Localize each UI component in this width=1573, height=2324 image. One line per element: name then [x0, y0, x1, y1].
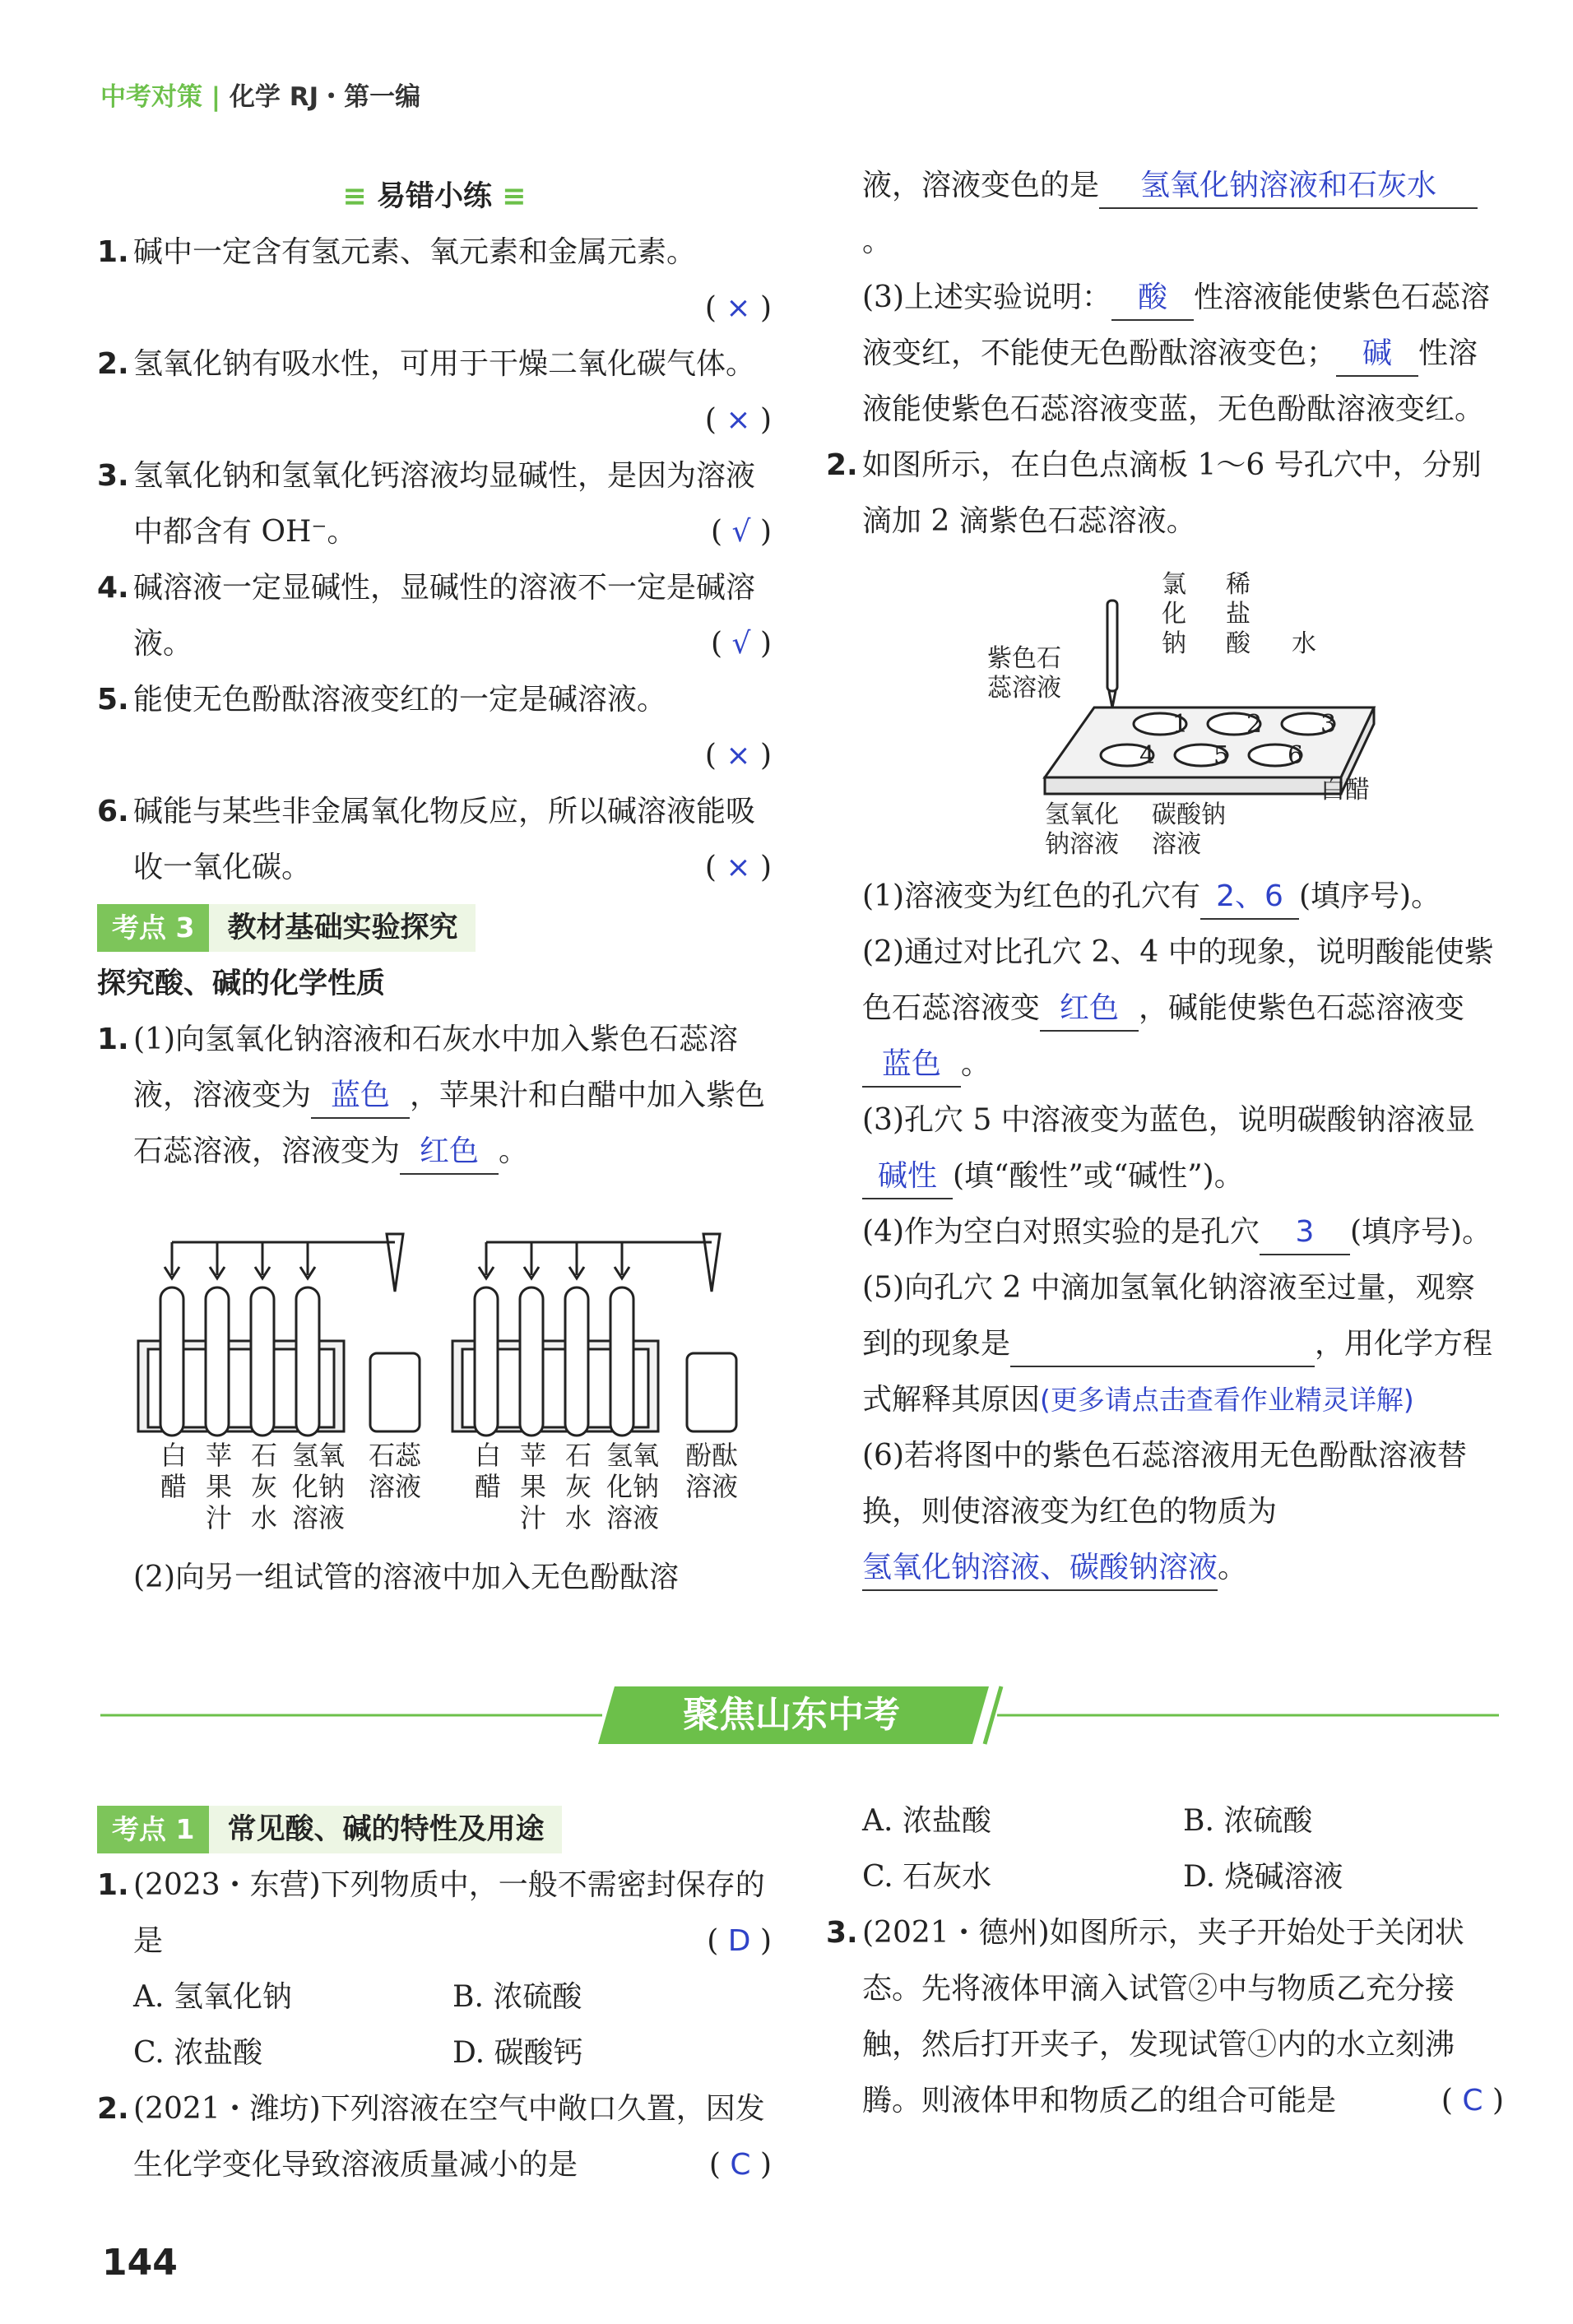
kaodian-1-right: A. 浓盐酸 B. 浓硫酸 C. 石灰水 D. 烧碱溶液 3. (2021・德州)如图所示，夹子开始处于关闭状态。先将液体甲滴入试管②中与物质乙充分接触，然后打开夹子，发现试管①内的水立刻沸腾。则液体甲和物质乙的组合可能是 ( C ) — [862, 1793, 1504, 2129]
answer-blank: 碱 — [1336, 332, 1418, 377]
brand-label: 中考对策 — [100, 82, 202, 112]
triple-bar-icon: ≡ — [342, 180, 367, 213]
svg-text:石灰水: 石灰水 — [251, 1440, 278, 1533]
answer-blank: 酸 — [1111, 276, 1194, 321]
running-header: 中考对策 | 化学 RJ・第一编 — [100, 82, 421, 112]
svg-text:苹果汁: 苹果汁 — [520, 1440, 547, 1533]
answer-blank: 蓝色 — [311, 1074, 410, 1119]
answer-blank: 2、6 — [1200, 875, 1299, 920]
subject-label: 化学 RJ・第一编 — [229, 82, 421, 112]
section-banner — [100, 1682, 1499, 1748]
fig-label: 白醋 — [160, 1440, 188, 1502]
question-1: 1. (1)向氢氧化钠溶液和石灰水中加入紫色石蕊溶液，溶液变为 蓝色 ，苹果汁和白醋中加入紫色石蕊溶液，溶液变为 红色 。 — [97, 1012, 772, 1180]
banner-title: 聚焦山东中考 — [683, 1694, 900, 1736]
svg-text:6: 6 — [1288, 741, 1304, 770]
kaodian-1-heading: 考点 1 常见酸、碱的特性及用途 — [97, 1806, 562, 1853]
answer-blank: 碱性 — [862, 1155, 953, 1199]
section-heading: 探究酸、碱的化学性质 — [97, 967, 386, 1000]
mistake-item: 6. 碱能与某些非金属氧化物反应，所以碱溶液能吸收一氧化碳。 ( × ) — [97, 795, 772, 884]
mistake-item: 5. 能使无色酚酞溶液变红的一定是碱溶液。 ( × ) — [97, 683, 772, 772]
svg-text:4: 4 — [1139, 741, 1156, 770]
more-details-link[interactable]: (更多请点击查看作业精灵详解) — [1040, 1384, 1414, 1416]
answer-blank: 氢氧化钠溶液和石灰水 — [1099, 165, 1478, 209]
answer-blank — [1010, 1323, 1315, 1367]
svg-text:石蕊溶液: 石蕊溶液 — [369, 1440, 422, 1502]
question-2: 2. 如图所示，在白色点滴板 1～6 号孔穴中，分别滴加 2 滴紫色石蕊溶液。 — [826, 448, 1482, 538]
mistake-item: 4. 碱溶液一定显碱性，显碱性的溶液不一定是碱溶液。 ( √ ) — [97, 571, 772, 661]
question-2-parts: (1)溶液变为红色的孔穴有 2、6 (填序号)。 (2)通过对比孔穴 2、4 中的现象，说明酸能使紫色石蕊溶液变 红色 ，碱能使紫色石蕊溶液变蓝色 。 (3)孔穴 5 中溶液变为蓝色，说明碳酸钠溶液显碱性 (填“酸性”或“碱性”)。 (4)作为空白对照实验的是孔穴 3 (填序号)。 (5)向孔穴 2 中滴加氢氧化钠溶液至过量，观察到的现象是 ，用化学方程式解释其原因(更多请点击查看作业精灵详解) (6)若将图中的紫色石蕊溶液用无色酚酞溶液替换，则使溶液变为红色的物质为氢氧化钠溶液、碳酸钠溶液。 — [862, 869, 1504, 1596]
svg-text:氢氧化钠溶液: 氢氧化钠溶液 — [1045, 800, 1119, 859]
svg-text:水: 水 — [1292, 629, 1316, 658]
svg-text:3: 3 — [1320, 710, 1337, 739]
answer-blank: 红色 — [400, 1130, 499, 1175]
svg-text:氢氧化钠溶液: 氢氧化钠溶液 — [292, 1440, 346, 1533]
question-3: 3. (2021・德州)如图所示，夹子开始处于关闭状态。先将液体甲滴入试管②中与物质乙充分接触，然后打开夹子，发现试管①内的水立刻沸腾。则液体甲和物质乙的组合可能是 ( C ) — [826, 1916, 1504, 2118]
svg-text:氯化钠: 氯化钠 — [1162, 570, 1186, 658]
svg-text:酚酞溶液: 酚酞溶液 — [685, 1440, 739, 1502]
svg-text:1: 1 — [1172, 710, 1189, 739]
question-2: 2. (2021・潍坊)下列溶液在空气中敞口久置，因发生化学变化导致溶液质量减小的是 ( C ) — [97, 2092, 772, 2182]
test-tube-figure — [123, 1218, 773, 1547]
question-1: 1. (2023・东营)下列物质中，一般不需密封保存的是 ( D ) A. 氢氧化钠 B. 浓硫酸 C. 浓盐酸 D. 碳酸钙 — [97, 1868, 772, 2070]
answer-blank: 蓝色 — [862, 1043, 961, 1088]
dropper-label: 紫色石蕊溶液 — [987, 644, 1061, 703]
answer-blank: 氢氧化钠溶液、碳酸钠溶液 — [862, 1547, 1218, 1591]
svg-text:白醋: 白醋 — [475, 1440, 502, 1502]
svg-text:稀盐酸: 稀盐酸 — [1226, 570, 1251, 658]
kaodian-3-heading: 考点 3 教材基础实验探究 — [97, 904, 476, 952]
svg-text:氢氧化钠溶液: 氢氧化钠溶液 — [606, 1440, 660, 1533]
right-column: 液，溶液变色的是 氢氧化钠溶液和石灰水。 (3)上述实验说明： 酸 性溶液能使紫色石蕊溶液变红，不能使无色酚酞溶液变色； 碱 性溶液能使紫色石蕊溶液变蓝，无色酚酞溶液变红。 2. 如图所示，在白色点滴板 1～6 号孔穴中，分别滴加 2 滴紫色石蕊溶液。 — [862, 158, 1504, 550]
mistakes-title: ≡ 易错小练 ≡ — [342, 180, 527, 213]
answer-blank: 红色 — [1040, 987, 1139, 1032]
question-1-part-2: (2)向另一组试管的溶液中加入无色酚酞溶 — [133, 1561, 679, 1594]
triple-bar-icon: ≡ — [502, 180, 527, 213]
spot-plate-figure — [987, 568, 1448, 864]
kaodian-1 — [97, 1802, 772, 2193]
mistake-item: 1. 碱中一定含有氢元素、氧元素和金属元素。 ( × ) — [97, 235, 772, 325]
left-column — [97, 169, 772, 1180]
svg-text:石灰水: 石灰水 — [565, 1440, 592, 1533]
mistake-item: 2. 氢氧化钠有吸水性，可用于干燥二氧化碳气体。 ( × ) — [97, 347, 772, 437]
svg-text:2: 2 — [1246, 710, 1263, 739]
svg-text:白醋: 白醋 — [1320, 776, 1370, 805]
mistake-item: 3. 氢氧化钠和氢氧化钙溶液均显碱性，是因为溶液中都含有 OH⁻。 ( √ ) — [97, 459, 772, 549]
svg-text:5: 5 — [1213, 741, 1230, 770]
page-number: 144 — [102, 2242, 178, 2284]
answer-blank: 3 — [1260, 1211, 1350, 1255]
svg-text:苹果汁: 苹果汁 — [206, 1440, 233, 1533]
svg-text:碳酸钠溶液: 碳酸钠溶液 — [1152, 800, 1226, 859]
